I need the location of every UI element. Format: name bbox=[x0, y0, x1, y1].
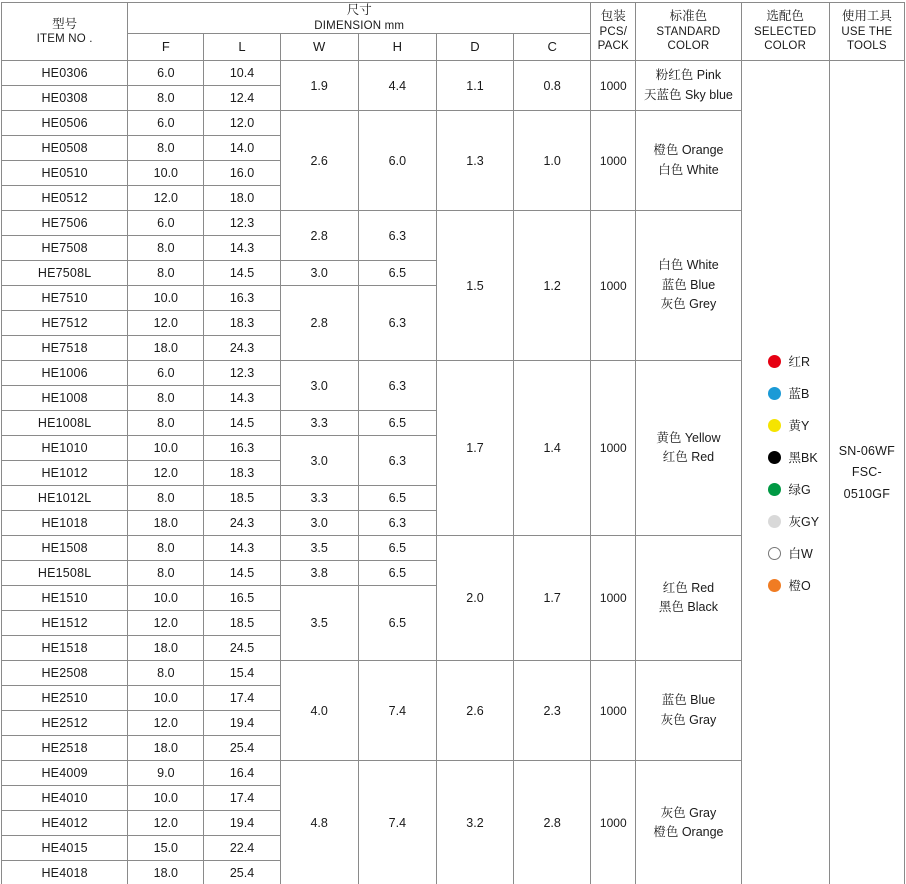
cell-l: 24.3 bbox=[204, 511, 280, 536]
standard-color-line: 天蓝色 Sky blue bbox=[643, 87, 733, 102]
cell-l: 12.3 bbox=[204, 361, 280, 386]
cell-tools bbox=[829, 61, 904, 884]
header-standard-color-en-line2: COLOR bbox=[667, 40, 710, 53]
color-swatch-icon bbox=[768, 515, 781, 528]
cell-l: 24.3 bbox=[204, 336, 280, 361]
selected-color-item bbox=[768, 512, 820, 530]
header-tools-en-line1: USE THE bbox=[841, 25, 893, 38]
cell-item-no: HE1512 bbox=[2, 611, 128, 636]
header-dim-f: F bbox=[128, 34, 204, 61]
cell-item-no: HE1010 bbox=[2, 436, 128, 461]
cell-item-no: HE0508 bbox=[2, 136, 128, 161]
cell-h: 6.3 bbox=[358, 511, 436, 536]
header-standard-color bbox=[636, 3, 741, 61]
cell-standard-color bbox=[636, 211, 741, 361]
cell-w: 3.5 bbox=[280, 586, 358, 661]
cell-pack: 1000 bbox=[591, 536, 636, 661]
cell-item-no: HE7506 bbox=[2, 211, 128, 236]
cell-item-no: HE1012L bbox=[2, 486, 128, 511]
cell-f: 9.0 bbox=[128, 761, 204, 786]
cell-w: 2.8 bbox=[280, 211, 358, 261]
cell-f: 10.0 bbox=[128, 586, 204, 611]
cell-f: 12.0 bbox=[128, 311, 204, 336]
cell-w: 3.0 bbox=[280, 436, 358, 486]
cell-item-no: HE2512 bbox=[2, 711, 128, 736]
cell-item-no: HE0306 bbox=[2, 61, 128, 86]
cell-h: 6.3 bbox=[358, 436, 436, 486]
cell-h: 6.3 bbox=[358, 211, 436, 261]
header-standard-color-en-line1: STANDARD bbox=[656, 25, 721, 38]
header-dimension-en: DIMENSION mm bbox=[314, 19, 405, 32]
cell-f: 12.0 bbox=[128, 186, 204, 211]
standard-color-line: 白色 White bbox=[658, 258, 719, 273]
cell-c: 2.8 bbox=[514, 761, 591, 884]
header-dim-c: C bbox=[514, 34, 591, 61]
tool-name: FSC-0510GF bbox=[843, 465, 891, 501]
standard-color-line: 灰色 Grey bbox=[660, 297, 717, 312]
cell-f: 10.0 bbox=[128, 686, 204, 711]
cell-standard-color bbox=[636, 361, 741, 536]
cell-f: 8.0 bbox=[128, 236, 204, 261]
standard-color-line: 橙色 Orange bbox=[653, 143, 724, 158]
cell-f: 12.0 bbox=[128, 461, 204, 486]
cell-l: 16.5 bbox=[204, 586, 280, 611]
cell-h: 6.5 bbox=[358, 261, 436, 286]
cell-item-no: HE0512 bbox=[2, 186, 128, 211]
color-swatch-icon bbox=[768, 483, 781, 496]
cell-w: 1.9 bbox=[280, 61, 358, 111]
cell-l: 14.5 bbox=[204, 561, 280, 586]
cell-l: 14.0 bbox=[204, 136, 280, 161]
selected-color-item bbox=[768, 352, 811, 370]
cell-item-no: HE1008L bbox=[2, 411, 128, 436]
standard-color-line: 黑色 Black bbox=[658, 600, 718, 614]
cell-l: 12.3 bbox=[204, 211, 280, 236]
color-swatch-icon bbox=[768, 355, 781, 368]
selected-color-item bbox=[768, 576, 811, 594]
selected-color-label: 黄Y bbox=[788, 419, 810, 433]
cell-d: 1.1 bbox=[436, 61, 513, 111]
cell-c: 1.4 bbox=[514, 361, 591, 536]
header-dim-w: W bbox=[280, 34, 358, 61]
cell-f: 18.0 bbox=[128, 861, 204, 884]
standard-color-line: 蓝色 Blue bbox=[661, 693, 716, 708]
selected-color-label: 黑BK bbox=[788, 451, 818, 465]
selected-color-label: 蓝B bbox=[788, 387, 810, 401]
standard-color-line: 粉红色 Pink bbox=[655, 68, 722, 83]
cell-l: 18.5 bbox=[204, 486, 280, 511]
tool-name: SN-06WF bbox=[838, 444, 895, 459]
standard-color-line: 灰色 Gray bbox=[660, 712, 717, 727]
selected-color-label: 橙O bbox=[788, 579, 811, 593]
cell-item-no: HE2510 bbox=[2, 686, 128, 711]
cell-c: 1.2 bbox=[514, 211, 591, 361]
selected-color-item bbox=[768, 384, 810, 402]
selected-color-list bbox=[742, 352, 829, 594]
header-dim-h: H bbox=[358, 34, 436, 61]
cell-pack: 1000 bbox=[591, 111, 636, 211]
cell-f: 6.0 bbox=[128, 361, 204, 386]
header-standard-color-cn: 标准色 bbox=[669, 9, 708, 24]
cell-l: 18.3 bbox=[204, 311, 280, 336]
cell-h: 6.5 bbox=[358, 586, 436, 661]
cell-item-no: HE4009 bbox=[2, 761, 128, 786]
standard-color-line: 蓝色 Blue bbox=[661, 277, 716, 292]
cell-item-no: HE7518 bbox=[2, 336, 128, 361]
cell-item-no: HE1008 bbox=[2, 386, 128, 411]
cell-d: 3.2 bbox=[436, 761, 513, 884]
cell-d: 2.6 bbox=[436, 661, 513, 761]
color-swatch-icon bbox=[768, 419, 781, 432]
standard-color-line: 白色 White bbox=[658, 162, 719, 177]
cell-pack: 1000 bbox=[591, 211, 636, 361]
cell-l: 10.4 bbox=[204, 61, 280, 86]
cell-h: 7.4 bbox=[358, 661, 436, 761]
cell-l: 12.4 bbox=[204, 86, 280, 111]
cell-h: 6.3 bbox=[358, 286, 436, 361]
cell-item-no: HE1018 bbox=[2, 511, 128, 536]
cell-f: 18.0 bbox=[128, 336, 204, 361]
cell-l: 22.4 bbox=[204, 836, 280, 861]
cell-w: 3.0 bbox=[280, 261, 358, 286]
header-pack bbox=[591, 3, 636, 61]
cell-f: 6.0 bbox=[128, 61, 204, 86]
header-tools bbox=[829, 3, 904, 61]
cell-item-no: HE0510 bbox=[2, 161, 128, 186]
cell-item-no: HE1510 bbox=[2, 586, 128, 611]
cell-f: 18.0 bbox=[128, 636, 204, 661]
cell-h: 4.4 bbox=[358, 61, 436, 111]
cell-h: 6.3 bbox=[358, 361, 436, 411]
color-swatch-icon bbox=[768, 579, 781, 592]
cell-item-no: HE1508 bbox=[2, 536, 128, 561]
table-row bbox=[2, 61, 905, 86]
header-dim-d: D bbox=[436, 34, 513, 61]
header-dim-l: L bbox=[204, 34, 280, 61]
cell-w: 4.8 bbox=[280, 761, 358, 884]
selected-color-item bbox=[768, 544, 813, 562]
standard-color-line: 橙色 Orange bbox=[653, 825, 724, 839]
cell-w: 3.0 bbox=[280, 361, 358, 411]
cell-w: 3.8 bbox=[280, 561, 358, 586]
cell-selected-colors bbox=[741, 61, 829, 884]
cell-l: 19.4 bbox=[204, 811, 280, 836]
cell-standard-color bbox=[636, 761, 741, 884]
cell-standard-color bbox=[636, 536, 741, 661]
cell-f: 10.0 bbox=[128, 436, 204, 461]
cell-item-no: HE1508L bbox=[2, 561, 128, 586]
cell-l: 17.4 bbox=[204, 686, 280, 711]
table-body bbox=[2, 61, 905, 884]
cell-item-no: HE4010 bbox=[2, 786, 128, 811]
cell-l: 17.4 bbox=[204, 786, 280, 811]
cell-d: 1.5 bbox=[436, 211, 513, 361]
cell-pack: 1000 bbox=[591, 661, 636, 761]
header-dimension-cn: 尺寸 bbox=[346, 3, 372, 17]
cell-item-no: HE1006 bbox=[2, 361, 128, 386]
header-selected-color-en-line2: COLOR bbox=[764, 40, 807, 53]
cell-h: 6.5 bbox=[358, 536, 436, 561]
cell-l: 16.3 bbox=[204, 286, 280, 311]
cell-c: 0.8 bbox=[514, 61, 591, 111]
cell-h: 7.4 bbox=[358, 761, 436, 884]
header-tools-en-line2: TOOLS bbox=[846, 40, 887, 53]
cell-f: 8.0 bbox=[128, 86, 204, 111]
selected-color-label: 红R bbox=[788, 355, 811, 369]
cell-f: 18.0 bbox=[128, 511, 204, 536]
cell-l: 25.4 bbox=[204, 861, 280, 884]
cell-f: 8.0 bbox=[128, 411, 204, 436]
standard-color-line: 黄色 Yellow bbox=[656, 430, 721, 445]
cell-w: 3.0 bbox=[280, 511, 358, 536]
cell-item-no: HE4018 bbox=[2, 861, 128, 884]
header-pack-cn: 包装 bbox=[600, 9, 626, 24]
cell-item-no: HE2518 bbox=[2, 736, 128, 761]
cell-f: 8.0 bbox=[128, 561, 204, 586]
cell-standard-color bbox=[636, 111, 741, 211]
cell-l: 12.0 bbox=[204, 111, 280, 136]
cell-l: 18.3 bbox=[204, 461, 280, 486]
cell-c: 1.7 bbox=[514, 536, 591, 661]
cell-item-no: HE4012 bbox=[2, 811, 128, 836]
cell-l: 14.3 bbox=[204, 536, 280, 561]
cell-f: 12.0 bbox=[128, 811, 204, 836]
header-item-no-cn: 型号 bbox=[52, 16, 78, 31]
cell-c: 1.0 bbox=[514, 111, 591, 211]
cell-item-no: HE0506 bbox=[2, 111, 128, 136]
cell-item-no: HE1012 bbox=[2, 461, 128, 486]
header-selected-color-en-line1: SELECTED bbox=[753, 25, 817, 38]
cell-d: 1.3 bbox=[436, 111, 513, 211]
cell-f: 8.0 bbox=[128, 486, 204, 511]
cell-w: 2.6 bbox=[280, 111, 358, 211]
cell-item-no: HE7510 bbox=[2, 286, 128, 311]
cell-f: 8.0 bbox=[128, 536, 204, 561]
cell-f: 8.0 bbox=[128, 386, 204, 411]
cell-item-no: HE4015 bbox=[2, 836, 128, 861]
selected-color-item bbox=[768, 448, 818, 466]
cell-l: 16.0 bbox=[204, 161, 280, 186]
header-item-no-en: ITEM NO . bbox=[36, 33, 93, 46]
color-swatch-icon bbox=[768, 387, 781, 400]
cell-l: 14.5 bbox=[204, 261, 280, 286]
standard-color-line: 红色 Red bbox=[662, 450, 715, 464]
cell-item-no: HE0308 bbox=[2, 86, 128, 111]
selected-color-label: 白W bbox=[788, 547, 813, 561]
selected-color-item bbox=[768, 416, 810, 434]
header-dimension bbox=[128, 3, 591, 34]
header-item-no bbox=[2, 3, 128, 61]
cell-w: 3.5 bbox=[280, 536, 358, 561]
cell-w: 2.8 bbox=[280, 286, 358, 361]
cell-f: 10.0 bbox=[128, 786, 204, 811]
cell-item-no: HE2508 bbox=[2, 661, 128, 686]
cell-item-no: HE1518 bbox=[2, 636, 128, 661]
cell-f: 8.0 bbox=[128, 136, 204, 161]
header-selected-color bbox=[741, 3, 829, 61]
selected-color-label: 绿G bbox=[788, 483, 811, 497]
header-pack-en-line1: PCS/ bbox=[599, 25, 628, 38]
cell-l: 15.4 bbox=[204, 661, 280, 686]
cell-standard-color bbox=[636, 661, 741, 761]
cell-l: 14.3 bbox=[204, 236, 280, 261]
cell-pack: 1000 bbox=[591, 361, 636, 536]
cell-h: 6.0 bbox=[358, 111, 436, 211]
cell-f: 6.0 bbox=[128, 211, 204, 236]
cell-standard-color bbox=[636, 61, 741, 111]
cell-l: 16.3 bbox=[204, 436, 280, 461]
cell-f: 6.0 bbox=[128, 111, 204, 136]
cell-pack: 1000 bbox=[591, 761, 636, 884]
header-pack-en-line2: PACK bbox=[597, 40, 629, 53]
table-header bbox=[2, 3, 905, 61]
cell-f: 18.0 bbox=[128, 736, 204, 761]
cell-w: 3.3 bbox=[280, 411, 358, 436]
cell-d: 1.7 bbox=[436, 361, 513, 536]
specification-table bbox=[1, 2, 905, 884]
cell-l: 18.0 bbox=[204, 186, 280, 211]
cell-l: 14.3 bbox=[204, 386, 280, 411]
cell-l: 14.5 bbox=[204, 411, 280, 436]
cell-l: 25.4 bbox=[204, 736, 280, 761]
cell-f: 10.0 bbox=[128, 286, 204, 311]
cell-l: 16.4 bbox=[204, 761, 280, 786]
cell-pack: 1000 bbox=[591, 61, 636, 111]
cell-f: 10.0 bbox=[128, 161, 204, 186]
cell-c: 2.3 bbox=[514, 661, 591, 761]
selected-color-label: 灰GY bbox=[788, 515, 820, 529]
cell-item-no: HE7508L bbox=[2, 261, 128, 286]
cell-f: 15.0 bbox=[128, 836, 204, 861]
cell-l: 18.5 bbox=[204, 611, 280, 636]
cell-h: 6.5 bbox=[358, 561, 436, 586]
header-selected-color-cn: 选配色 bbox=[766, 9, 804, 24]
color-swatch-icon bbox=[768, 451, 781, 464]
cell-item-no: HE7512 bbox=[2, 311, 128, 336]
cell-h: 6.5 bbox=[358, 411, 436, 436]
color-swatch-icon bbox=[768, 547, 781, 560]
header-tools-cn: 使用工具 bbox=[841, 9, 892, 24]
standard-color-line: 红色 Red bbox=[662, 580, 715, 595]
cell-f: 12.0 bbox=[128, 711, 204, 736]
cell-item-no: HE7508 bbox=[2, 236, 128, 261]
cell-w: 4.0 bbox=[280, 661, 358, 761]
cell-d: 2.0 bbox=[436, 536, 513, 661]
cell-l: 19.4 bbox=[204, 711, 280, 736]
selected-color-item bbox=[768, 480, 811, 498]
cell-f: 12.0 bbox=[128, 611, 204, 636]
cell-l: 24.5 bbox=[204, 636, 280, 661]
cell-h: 6.5 bbox=[358, 486, 436, 511]
cell-w: 3.3 bbox=[280, 486, 358, 511]
cell-f: 8.0 bbox=[128, 261, 204, 286]
standard-color-line: 灰色 Gray bbox=[660, 805, 717, 820]
cell-f: 8.0 bbox=[128, 661, 204, 686]
